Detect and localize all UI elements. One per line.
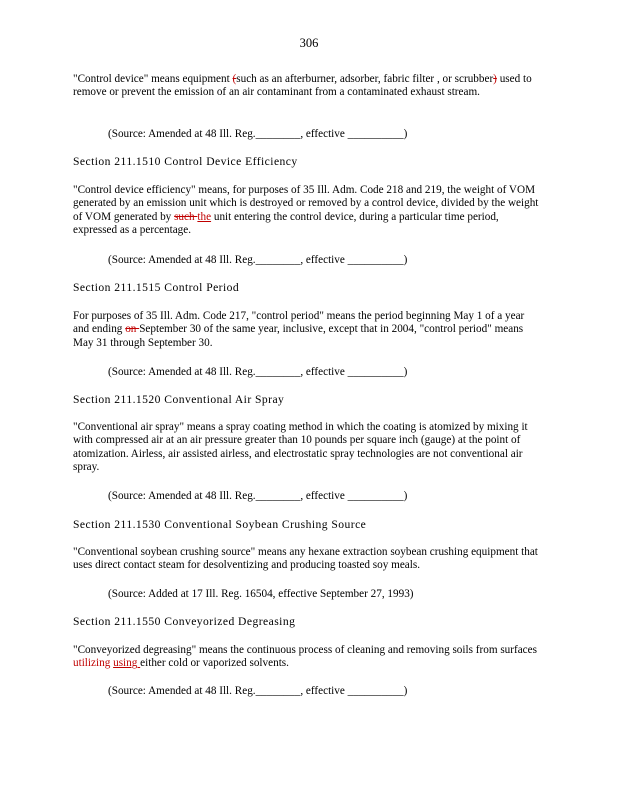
source-note: (Source: Amended at 48 Ill. Reg.________, effective __________) [108, 685, 408, 697]
source-note: (Source: Added at 17 Ill. Reg. 16504, effective September 27, 1993) [108, 588, 414, 600]
section-heading: Section 211.1550 Conveyorized Degreasing [73, 615, 296, 628]
source-note: (Source: Amended at 48 Ill. Reg.________, effective __________) [108, 366, 408, 378]
deleted-text: ) [493, 73, 497, 85]
changed-text: utilizing [73, 657, 111, 670]
text: such as an afterburner, adsorber, fabric filter , or scrubber [236, 73, 494, 85]
text: September 30 of the same year, inclusive, except that in 2004, "control period" means May 31 through September 30. [73, 323, 524, 349]
definition-control-device [73, 73, 543, 100]
deleted-text: ( [232, 73, 237, 85]
definition-control-device-efficiency [73, 184, 543, 238]
section-heading: Section 211.1520 Conventional Air Spray [73, 393, 285, 406]
definition-conveyorized-degreasing [73, 644, 543, 671]
text: used to remove or prevent the emission of an air contaminant from a contaminated exhaust stream. [73, 73, 532, 99]
section-heading: Section 211.1530 Conventional Soybean Crushing Source [73, 518, 367, 531]
deleted-text: on [125, 323, 140, 336]
definition-conventional-air-spray: "Conventional air spray" means a spray coating method in which the coating is atomized by mixing it with compressed air at an air pressure greater than 10 pounds per square inch (gauge) at the point of atomization. Airless, air assisted airless, and electrostatic spray technologies are not conventional air spray. [73, 421, 528, 474]
deleted-text: such [174, 210, 198, 223]
text: "Conveyorized degreasing" means the continuous process of cleaning and removing soils from surfaces [73, 644, 537, 656]
page-number: 306 [299, 36, 319, 50]
text: "Control device" means equipment [73, 73, 233, 85]
source-note: (Source: Amended at 48 Ill. Reg.________, effective __________) [108, 490, 408, 502]
section-heading: Section 211.1510 Control Device Efficiency [73, 155, 298, 168]
definition-soybean-crushing-source: "Conventional soybean crushing source" means any hexane extraction soybean crushing equipment that uses direct contact steam for desolventizing and producing toasted soy meals. [73, 546, 538, 572]
text: "Control device efficiency" means, for purposes of 35 Ill. Adm. Code 218 and 219, the weight of VOM generated by an emission unit which is destroyed or removed by a control device, divided by the weight of VOM generated by [73, 184, 539, 223]
text: For purposes of 35 Ill. Adm. Code 217, "control period" means the period beginning May 1 of a year and ending [73, 310, 525, 336]
source-note: (Source: Amended at 48 Ill. Reg.________, effective __________) [108, 128, 408, 140]
section-heading: Section 211.1515 Control Period [73, 281, 240, 294]
text: unit entering the control device, during a particular time period, expressed as a percentage. [73, 210, 499, 237]
text: either cold or vaporized solvents. [140, 657, 289, 670]
inserted-text: using [113, 657, 141, 670]
definition-control-period [73, 310, 543, 350]
inserted-text: the [197, 210, 212, 223]
source-note: (Source: Amended at 48 Ill. Reg.________, effective __________) [108, 254, 408, 266]
